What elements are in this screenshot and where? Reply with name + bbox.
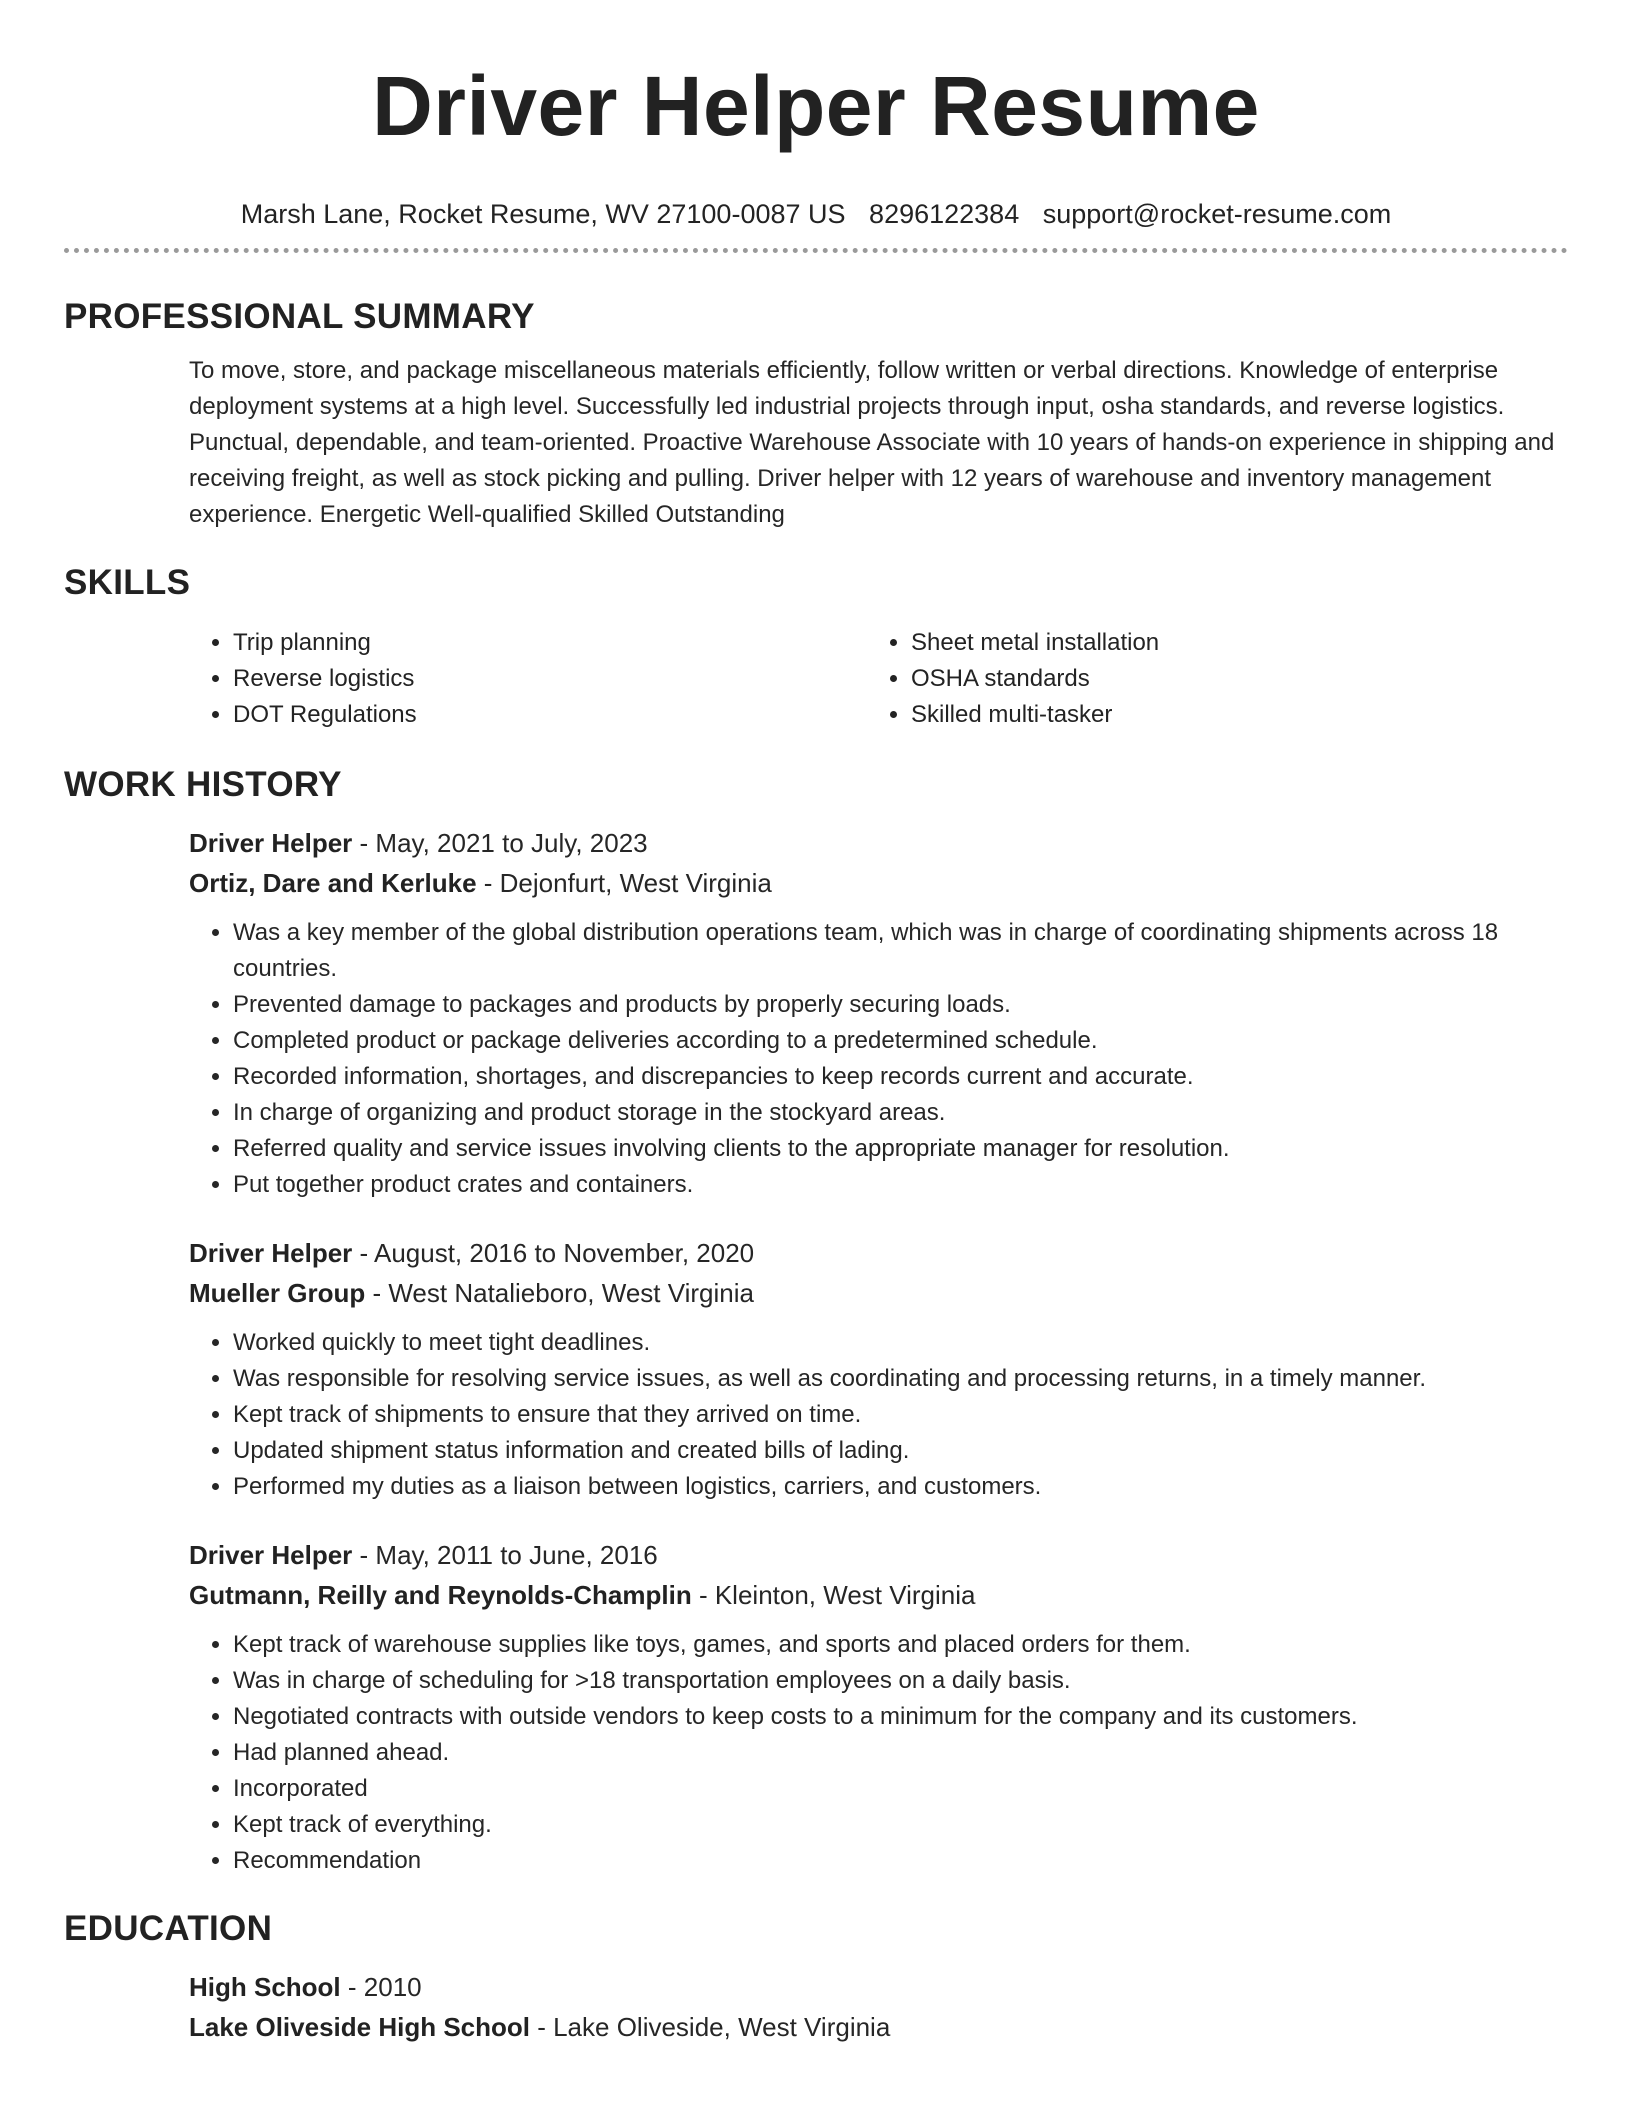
duty-item: • Negotiated contracts with outside vendors to keep costs to a minimum for the company and its customers. <box>233 1699 1568 1735</box>
duty-item: • Kept track of warehouse supplies like toys, games, and sports and placed orders for them. <box>233 1627 1568 1663</box>
job-dates: - August, 2016 to November, 2020 <box>352 1238 755 1268</box>
job-title: Driver Helper <box>189 1238 353 1268</box>
duty-item: • In charge of organizing and product storage in the stockyard areas. <box>233 1095 1568 1131</box>
education-year: - 2010 <box>340 1972 422 2002</box>
education-location: - Lake Oliveside, West Virginia <box>529 2012 891 2042</box>
duty-item: • Was a key member of the global distribution operations team, which was in charge of coordinating shipments across 18 countries. <box>233 915 1568 987</box>
contact-phone: 8296122384 <box>869 199 1020 229</box>
job-company-line <box>189 1273 1568 1313</box>
job-title-line <box>189 823 1568 863</box>
job-location: - Dejonfurt, West Virginia <box>476 868 772 898</box>
job-dates: - May, 2011 to June, 2016 <box>352 1540 658 1570</box>
education-school: Lake Oliveside High School <box>189 2012 530 2042</box>
duty-item: • Prevented damage to packages and products by properly securing loads. <box>233 987 1568 1023</box>
education-degree: High School <box>189 1972 341 2002</box>
duty-item: • Recommendation <box>233 1843 1568 1879</box>
summary-text: To move, store, and package miscellaneous materials efficiently, follow written or verbal directions. Knowledge of enterprise deployment systems at a high level. Successfully led industrial projects through input, osha standards, and reverse logistics. Punctual, dependable, and team-oriented. Proactive Warehouse Associate with 10 years of hands-on experience in shipping and receiving freight, as well as stock picking and pulling. Driver helper with 12 years of warehouse and inventory management experience. Energetic Well-qualified Skilled Outstanding <box>189 357 1555 528</box>
duty-item: • Kept track of everything. <box>233 1807 1568 1843</box>
duty-item: • Worked quickly to meet tight deadlines. <box>233 1325 1568 1361</box>
duty-item: • Was in charge of scheduling for >18 transportation employees on a daily basis. <box>233 1663 1568 1699</box>
header-divider <box>64 248 1568 253</box>
job-dates: - May, 2021 to July, 2023 <box>352 828 648 858</box>
job-company: Gutmann, Reilly and Reynolds-Champlin <box>189 1580 692 1610</box>
skill-item: • OSHA standards <box>911 661 1545 697</box>
job-entry <box>189 823 1568 1203</box>
education-school-line <box>189 2007 1568 2047</box>
job-location: - Kleinton, West Virginia <box>691 1580 976 1610</box>
job-title-line <box>189 1535 1568 1575</box>
job-entry <box>189 1233 1568 1505</box>
skill-item: • DOT Regulations <box>233 697 867 733</box>
job-duties <box>189 1627 1568 1879</box>
contact-line <box>64 196 1568 232</box>
duty-item: • Completed product or package deliveries according to a predetermined schedule. <box>233 1023 1568 1059</box>
skill-item: • Trip planning <box>233 625 867 661</box>
job-duties <box>189 1325 1568 1505</box>
work-history-heading: WORK HISTORY <box>64 765 342 804</box>
job-entry <box>189 1535 1568 1879</box>
duty-item: • Put together product crates and containers. <box>233 1167 1568 1203</box>
job-title-line <box>189 1233 1568 1273</box>
duty-item: • Updated shipment status information and created bills of lading. <box>233 1433 1568 1469</box>
duty-item: • Performed my duties as a liaison between logistics, carriers, and customers. <box>233 1469 1568 1505</box>
duty-item: • Was responsible for resolving service issues, as well as coordinating and processing returns, in a timely manner. <box>233 1361 1568 1397</box>
job-title: Driver Helper <box>189 828 353 858</box>
skills-column-left <box>189 625 867 733</box>
job-company-line <box>189 863 1568 903</box>
duty-item: • Referred quality and service issues involving clients to the appropriate manager for resolution. <box>233 1131 1568 1167</box>
contact-email: support@rocket-resume.com <box>1042 199 1392 229</box>
resume-title: Driver Helper Resume <box>372 59 1260 153</box>
skills-list <box>189 625 1568 733</box>
skill-item: • Sheet metal installation <box>911 625 1545 661</box>
job-duties <box>189 915 1568 1203</box>
resume-page <box>64 0 1568 2047</box>
skill-item: • Skilled multi-tasker <box>911 697 1545 733</box>
skill-item: • Reverse logistics <box>233 661 867 697</box>
job-company-line <box>189 1575 1568 1615</box>
skills-column-right <box>867 625 1545 733</box>
education-degree-line <box>189 1967 1568 2007</box>
job-title: Driver Helper <box>189 1540 353 1570</box>
duty-item: • Had planned ahead. <box>233 1735 1568 1771</box>
job-company: Mueller Group <box>189 1278 366 1308</box>
duty-item: • Incorporated <box>233 1771 1568 1807</box>
duty-item: • Recorded information, shortages, and discrepancies to keep records current and accurate. <box>233 1059 1568 1095</box>
summary-heading: PROFESSIONAL SUMMARY <box>64 297 535 336</box>
skills-heading: SKILLS <box>64 563 191 602</box>
job-location: - West Natalieboro, West Virginia <box>365 1278 754 1308</box>
education-entry <box>189 1967 1568 2047</box>
duty-item: • Kept track of shipments to ensure that they arrived on time. <box>233 1397 1568 1433</box>
education-heading: EDUCATION <box>64 1909 273 1948</box>
contact-address: Marsh Lane, Rocket Resume, WV 27100-0087 US <box>240 199 846 229</box>
job-company: Ortiz, Dare and Kerluke <box>189 868 477 898</box>
